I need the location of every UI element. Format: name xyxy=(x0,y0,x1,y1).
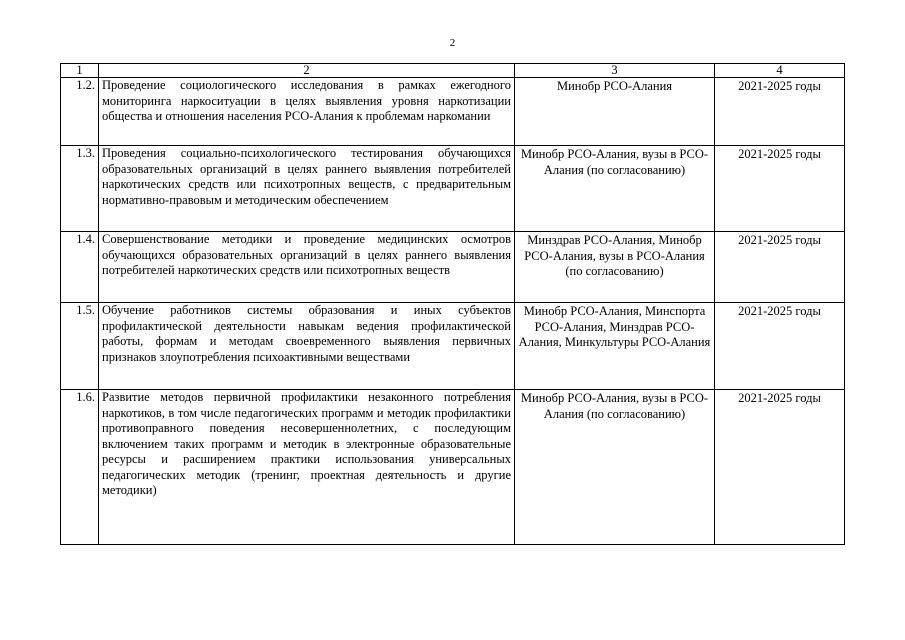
implementation-term: 2021-2025 годы xyxy=(715,303,845,390)
implementation-term: 2021-2025 годы xyxy=(715,390,845,545)
responsible-org: Минобр РСО-Алания, Минспорта РСО-Алания, Минздрав РСО-Алания, Минкультуры РСО-Алания xyxy=(515,303,715,390)
table-row xyxy=(61,78,845,146)
column-header: 3 xyxy=(515,64,715,78)
implementation-term: 2021-2025 годы xyxy=(715,146,845,232)
column-header: 2 xyxy=(99,64,515,78)
table-row xyxy=(61,232,845,303)
page-number: 2 xyxy=(449,37,456,49)
measures-table xyxy=(60,63,845,545)
row-number: 1.5. xyxy=(61,303,99,390)
responsible-org: Минобр РСО-Алания, вузы в РСО-Алания (по согласованию) xyxy=(515,146,715,232)
table-row xyxy=(61,303,845,390)
row-number: 1.4. xyxy=(61,232,99,303)
implementation-term: 2021-2025 годы xyxy=(715,232,845,303)
measure-text: Обучение работников системы образования и иных субъектов профилактической деятельности навыкам ведения профилактической работы, формам и методам своевременного выявления первичных признаков злоупотребления психоактивными веществами xyxy=(99,303,515,390)
measure-text: Проведения социально-психологического тестирования обучающихся образовательных организаций в целях раннего выявления потребителей наркотических средств или психотропных веществ, с предварительным нормативно-правовым и методическим обеспечением xyxy=(99,146,515,232)
row-number: 1.6. xyxy=(61,390,99,545)
table-row xyxy=(61,390,845,545)
responsible-org: Минобр РСО-Алания, вузы в РСО-Алания (по согласованию) xyxy=(515,390,715,545)
responsible-org: Минздрав РСО-Алания, Минобр РСО-Алания, вузы в РСО-Алания (по согласованию) xyxy=(515,232,715,303)
measure-text: Развитие методов первичной профилактики незаконного потребления наркотиков, в том числе педагогических программ и методик профилактики противоправного поведения несовершеннолетних, с последующим включением таких программ и методик в электронные образовательные ресурсы и расширением практики использования универсальных педагогических методик (тренинг, проектная деятельность и другие методики) xyxy=(99,390,515,545)
column-header: 1 xyxy=(61,64,99,78)
row-number: 1.2. xyxy=(61,78,99,146)
row-number: 1.3. xyxy=(61,146,99,232)
implementation-term: 2021-2025 годы xyxy=(715,78,845,146)
measure-text: Совершенствование методики и проведение медицинских осмотров обучающихся образовательных организаций в целях раннего выявления потребителей наркотических средств или психотропных веществ xyxy=(99,232,515,303)
table-header-row xyxy=(61,64,845,78)
measure-text: Проведение социологического исследования в рамках ежегодного мониторинга наркоситуации в целях выявления уровня наркотизации общества и отношения населения РСО-Алания к проблемам наркомании xyxy=(99,78,515,146)
table-row xyxy=(61,146,845,232)
column-header: 4 xyxy=(715,64,845,78)
responsible-org: Минобр РСО-Алания xyxy=(515,78,715,146)
